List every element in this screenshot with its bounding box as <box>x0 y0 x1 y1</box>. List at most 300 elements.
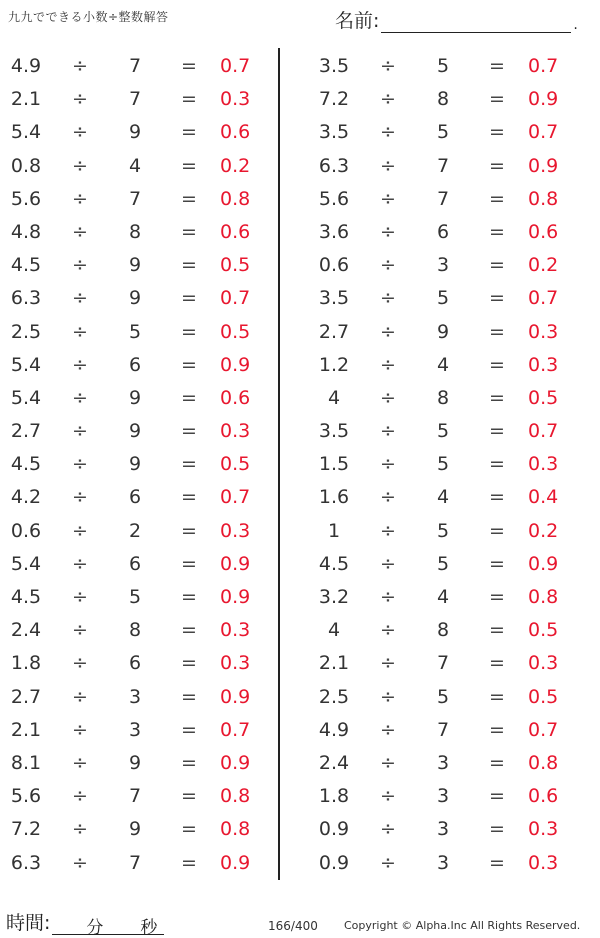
dividend: 4.5 <box>10 586 42 608</box>
time-label: 時間: <box>6 912 51 934</box>
seconds-unit: 秒 <box>140 918 158 938</box>
equals-sign: = <box>489 486 505 509</box>
answer: 0.5 <box>528 619 559 642</box>
equals-sign: = <box>489 353 505 376</box>
equals-sign: = <box>489 55 505 77</box>
divisor: 5 <box>436 453 450 476</box>
problem-row <box>0 681 270 714</box>
problem-row <box>0 249 270 282</box>
equals-sign: = <box>489 586 505 608</box>
answer: 0.9 <box>220 685 251 708</box>
answer: 0.2 <box>528 519 559 542</box>
divisor: 3 <box>436 851 450 874</box>
divide-sign: ÷ <box>72 287 88 310</box>
divide-sign: ÷ <box>72 453 88 476</box>
equals-sign: = <box>489 652 505 675</box>
equals-sign: = <box>489 785 505 808</box>
divisor: 4 <box>436 486 450 509</box>
dividend: 2.1 <box>10 718 42 741</box>
answer: 0.5 <box>220 254 251 277</box>
dividend: 5.4 <box>10 353 42 376</box>
time-input-line[interactable] <box>52 912 164 938</box>
divide-sign: ÷ <box>380 818 396 841</box>
divisor: 7 <box>128 851 142 874</box>
divisor: 6 <box>128 552 142 575</box>
equals-sign: = <box>489 718 505 741</box>
divisor: 6 <box>128 486 142 509</box>
dividend: 1.5 <box>318 453 350 476</box>
divisor: 7 <box>436 187 450 210</box>
answer: 0.8 <box>528 751 559 774</box>
dividend: 4.8 <box>10 220 42 243</box>
dividend: 4.9 <box>318 718 350 741</box>
dividend: 3.2 <box>318 586 350 608</box>
equals-sign: = <box>181 652 197 675</box>
divide-sign: ÷ <box>380 785 396 808</box>
time-field-area <box>6 908 164 938</box>
equals-sign: = <box>181 751 197 774</box>
dividend: 1.8 <box>318 785 350 808</box>
dividend: 3.5 <box>318 420 350 443</box>
dividend: 0.6 <box>10 519 42 542</box>
name-end-mark: . <box>573 17 578 33</box>
dividend: 2.5 <box>318 685 350 708</box>
problem-row <box>0 415 270 448</box>
problem-row <box>308 50 578 83</box>
divide-sign: ÷ <box>72 619 88 642</box>
answer: 0.7 <box>220 718 251 741</box>
dividend: 1 <box>327 519 341 542</box>
answer: 0.9 <box>220 751 251 774</box>
problem-row <box>0 548 270 581</box>
equals-sign: = <box>489 619 505 642</box>
equals-sign: = <box>181 718 197 741</box>
dividend: 5.4 <box>10 386 42 409</box>
divide-sign: ÷ <box>380 552 396 575</box>
dividend: 3.6 <box>318 220 350 243</box>
answer: 0.8 <box>220 818 251 841</box>
problem-row <box>308 150 578 183</box>
divisor: 7 <box>128 88 142 111</box>
answer: 0.9 <box>528 552 559 575</box>
divisor: 5 <box>128 320 142 343</box>
divide-sign: ÷ <box>380 718 396 741</box>
answer: 0.5 <box>220 320 251 343</box>
dividend: 5.4 <box>10 552 42 575</box>
divisor: 9 <box>128 818 142 841</box>
dividend: 8.1 <box>10 751 42 774</box>
problem-row <box>0 349 270 382</box>
divisor: 2 <box>128 519 142 542</box>
divisor: 3 <box>128 718 142 741</box>
equals-sign: = <box>489 420 505 443</box>
equals-sign: = <box>181 386 197 409</box>
problem-row <box>308 581 578 614</box>
divide-sign: ÷ <box>72 685 88 708</box>
equals-sign: = <box>181 619 197 642</box>
dividend: 4.9 <box>10 55 42 77</box>
divide-sign: ÷ <box>380 519 396 542</box>
divisor: 8 <box>436 619 450 642</box>
problem-row <box>0 813 270 846</box>
problem-row <box>0 847 270 880</box>
problem-row <box>0 614 270 647</box>
divide-sign: ÷ <box>380 287 396 310</box>
divide-sign: ÷ <box>72 121 88 144</box>
equals-sign: = <box>489 88 505 111</box>
equals-sign: = <box>181 55 197 77</box>
divide-sign: ÷ <box>72 751 88 774</box>
divisor: 5 <box>436 685 450 708</box>
equals-sign: = <box>181 220 197 243</box>
divisor: 9 <box>128 254 142 277</box>
problem-row <box>308 614 578 647</box>
divisor: 9 <box>128 453 142 476</box>
dividend: 2.7 <box>10 685 42 708</box>
divisor: 9 <box>128 386 142 409</box>
answer: 0.3 <box>528 652 559 675</box>
problem-row <box>0 150 270 183</box>
problem-row <box>0 183 270 216</box>
divisor: 6 <box>128 353 142 376</box>
divide-sign: ÷ <box>72 420 88 443</box>
problem-row <box>0 647 270 680</box>
divisor: 3 <box>128 685 142 708</box>
answer: 0.6 <box>220 220 251 243</box>
problem-row <box>308 249 578 282</box>
divide-sign: ÷ <box>72 154 88 177</box>
equals-sign: = <box>181 154 197 177</box>
dividend: 1.2 <box>318 353 350 376</box>
answer: 0.9 <box>220 586 251 608</box>
divisor: 9 <box>128 751 142 774</box>
divisor: 6 <box>436 220 450 243</box>
problem-row <box>0 83 270 116</box>
equals-sign: = <box>489 254 505 277</box>
problem-row <box>308 515 578 548</box>
answer: 0.9 <box>220 353 251 376</box>
page-number: 166/400 <box>268 919 318 933</box>
divide-sign: ÷ <box>380 88 396 111</box>
equals-sign: = <box>181 320 197 343</box>
problem-row <box>308 83 578 116</box>
answer: 0.3 <box>528 851 559 874</box>
dividend: 0.8 <box>10 154 42 177</box>
problem-row <box>308 382 578 415</box>
divisor: 8 <box>128 220 142 243</box>
dividend: 2.1 <box>318 652 350 675</box>
equals-sign: = <box>181 486 197 509</box>
divisor: 6 <box>128 652 142 675</box>
divide-sign: ÷ <box>72 552 88 575</box>
divide-sign: ÷ <box>380 254 396 277</box>
equals-sign: = <box>489 851 505 874</box>
dividend: 2.1 <box>10 88 42 111</box>
dividend: 3.5 <box>318 287 350 310</box>
answer: 0.9 <box>528 88 559 111</box>
problem-row <box>308 847 578 880</box>
divisor: 8 <box>128 619 142 642</box>
divide-sign: ÷ <box>380 320 396 343</box>
answer: 0.9 <box>220 851 251 874</box>
dividend: 4 <box>327 619 341 642</box>
problem-row <box>308 747 578 780</box>
dividend: 2.4 <box>10 619 42 642</box>
answer: 0.7 <box>220 55 251 77</box>
dividend: 0.9 <box>318 818 350 841</box>
equals-sign: = <box>181 287 197 310</box>
equals-sign: = <box>489 121 505 144</box>
answer: 0.2 <box>220 154 251 177</box>
dividend: 4.5 <box>10 254 42 277</box>
divisor: 7 <box>128 785 142 808</box>
divisor: 7 <box>436 718 450 741</box>
answer: 0.3 <box>528 320 559 343</box>
name-input-line[interactable] <box>381 12 571 33</box>
dividend: 4.2 <box>10 486 42 509</box>
problem-row <box>308 116 578 149</box>
equals-sign: = <box>489 187 505 210</box>
divide-sign: ÷ <box>380 353 396 376</box>
divisor: 7 <box>128 187 142 210</box>
answer: 0.9 <box>528 154 559 177</box>
dividend: 6.3 <box>10 851 42 874</box>
divisor: 9 <box>436 320 450 343</box>
divisor: 3 <box>436 818 450 841</box>
divisor: 5 <box>436 519 450 542</box>
equals-sign: = <box>181 851 197 874</box>
divisor: 7 <box>128 55 142 77</box>
divide-sign: ÷ <box>380 652 396 675</box>
divide-sign: ÷ <box>72 88 88 111</box>
divide-sign: ÷ <box>380 685 396 708</box>
divisor: 9 <box>128 121 142 144</box>
dividend: 1.6 <box>318 486 350 509</box>
answer: 0.8 <box>220 187 251 210</box>
answer: 0.3 <box>528 353 559 376</box>
dividend: 5.6 <box>10 785 42 808</box>
problem-row <box>308 780 578 813</box>
dividend: 2.4 <box>318 751 350 774</box>
divisor: 3 <box>436 751 450 774</box>
divide-sign: ÷ <box>72 353 88 376</box>
answer: 0.3 <box>220 619 251 642</box>
equals-sign: = <box>181 88 197 111</box>
divisor: 3 <box>436 254 450 277</box>
column-divider <box>278 48 280 880</box>
divisor: 5 <box>436 287 450 310</box>
divide-sign: ÷ <box>72 254 88 277</box>
dividend: 5.6 <box>10 187 42 210</box>
problem-row <box>308 349 578 382</box>
divide-sign: ÷ <box>380 121 396 144</box>
answer: 0.7 <box>528 718 559 741</box>
dividend: 7.2 <box>10 818 42 841</box>
dividend: 2.7 <box>318 320 350 343</box>
answer: 0.7 <box>528 121 559 144</box>
answer: 0.8 <box>528 187 559 210</box>
divide-sign: ÷ <box>72 718 88 741</box>
minutes-unit: 分 <box>86 918 104 938</box>
answer: 0.6 <box>220 121 251 144</box>
divisor: 5 <box>436 121 450 144</box>
divisor: 5 <box>436 55 450 77</box>
name-label: 名前: <box>335 10 380 32</box>
answer: 0.6 <box>528 785 559 808</box>
dividend: 4.5 <box>318 552 350 575</box>
divisor: 9 <box>128 287 142 310</box>
divide-sign: ÷ <box>72 652 88 675</box>
problem-row <box>0 780 270 813</box>
equals-sign: = <box>181 685 197 708</box>
divisor: 5 <box>436 552 450 575</box>
problem-column-left <box>0 50 270 880</box>
answer: 0.3 <box>528 818 559 841</box>
divide-sign: ÷ <box>380 420 396 443</box>
problem-row <box>308 415 578 448</box>
problem-row <box>0 316 270 349</box>
problem-row <box>0 481 270 514</box>
divisor: 4 <box>128 154 142 177</box>
equals-sign: = <box>181 420 197 443</box>
divide-sign: ÷ <box>380 619 396 642</box>
answer: 0.3 <box>528 453 559 476</box>
equals-sign: = <box>489 320 505 343</box>
equals-sign: = <box>181 254 197 277</box>
problem-row <box>308 316 578 349</box>
dividend: 0.9 <box>318 851 350 874</box>
problem-row <box>0 282 270 315</box>
equals-sign: = <box>489 818 505 841</box>
equals-sign: = <box>489 287 505 310</box>
equals-sign: = <box>489 453 505 476</box>
divide-sign: ÷ <box>72 519 88 542</box>
problem-row <box>0 382 270 415</box>
equals-sign: = <box>489 751 505 774</box>
divide-sign: ÷ <box>72 586 88 608</box>
divisor: 5 <box>128 586 142 608</box>
problem-row <box>0 116 270 149</box>
dividend: 5.4 <box>10 121 42 144</box>
divide-sign: ÷ <box>380 187 396 210</box>
divisor: 8 <box>436 88 450 111</box>
answer: 0.8 <box>220 785 251 808</box>
equals-sign: = <box>489 220 505 243</box>
answer: 0.5 <box>220 453 251 476</box>
divide-sign: ÷ <box>380 751 396 774</box>
equals-sign: = <box>489 519 505 542</box>
divisor: 8 <box>436 386 450 409</box>
problem-row <box>0 581 270 614</box>
problem-row <box>308 714 578 747</box>
divide-sign: ÷ <box>380 55 396 77</box>
equals-sign: = <box>181 519 197 542</box>
dividend: 7.2 <box>318 88 350 111</box>
equals-sign: = <box>181 121 197 144</box>
problem-row <box>308 647 578 680</box>
answer: 0.6 <box>528 220 559 243</box>
problem-row <box>0 448 270 481</box>
copyright-notice: Copyright © Alpha.Inc All Rights Reserved. <box>344 919 581 932</box>
answer: 0.3 <box>220 652 251 675</box>
answer: 0.4 <box>528 486 559 509</box>
problem-row <box>308 813 578 846</box>
problem-row <box>0 50 270 83</box>
problem-column-right <box>308 50 578 880</box>
answer: 0.7 <box>528 420 559 443</box>
problem-row <box>308 481 578 514</box>
name-field-area <box>335 6 578 33</box>
dividend: 3.5 <box>318 55 350 77</box>
problem-row <box>0 515 270 548</box>
worksheet-title: 九九でできる小数÷整数解答 <box>8 10 169 24</box>
divide-sign: ÷ <box>72 320 88 343</box>
answer: 0.3 <box>220 420 251 443</box>
divisor: 7 <box>436 154 450 177</box>
equals-sign: = <box>489 552 505 575</box>
dividend: 2.5 <box>10 320 42 343</box>
problem-row <box>0 714 270 747</box>
equals-sign: = <box>181 552 197 575</box>
answer: 0.2 <box>528 254 559 277</box>
dividend: 1.8 <box>10 652 42 675</box>
dividend: 3.5 <box>318 121 350 144</box>
problem-row <box>308 448 578 481</box>
divisor: 4 <box>436 353 450 376</box>
equals-sign: = <box>181 187 197 210</box>
divisor: 7 <box>436 652 450 675</box>
equals-sign: = <box>489 154 505 177</box>
problem-row <box>0 216 270 249</box>
dividend: 4 <box>327 386 341 409</box>
answer: 0.7 <box>528 55 559 77</box>
answer: 0.3 <box>220 88 251 111</box>
divide-sign: ÷ <box>380 386 396 409</box>
dividend: 2.7 <box>10 420 42 443</box>
equals-sign: = <box>181 785 197 808</box>
divide-sign: ÷ <box>380 486 396 509</box>
answer: 0.5 <box>528 685 559 708</box>
divide-sign: ÷ <box>380 851 396 874</box>
equals-sign: = <box>181 818 197 841</box>
problem-row <box>308 681 578 714</box>
divide-sign: ÷ <box>72 55 88 77</box>
divisor: 5 <box>436 420 450 443</box>
divide-sign: ÷ <box>380 220 396 243</box>
problem-row <box>0 747 270 780</box>
dividend: 5.6 <box>318 187 350 210</box>
answer: 0.5 <box>528 386 559 409</box>
dividend: 4.5 <box>10 453 42 476</box>
divide-sign: ÷ <box>380 154 396 177</box>
divide-sign: ÷ <box>72 818 88 841</box>
answer: 0.8 <box>528 586 559 608</box>
dividend: 6.3 <box>10 287 42 310</box>
answer: 0.9 <box>220 552 251 575</box>
problem-row <box>308 183 578 216</box>
divide-sign: ÷ <box>72 486 88 509</box>
divisor: 9 <box>128 420 142 443</box>
answer: 0.7 <box>528 287 559 310</box>
equals-sign: = <box>181 586 197 608</box>
answer: 0.6 <box>220 386 251 409</box>
divisor: 4 <box>436 586 450 608</box>
divide-sign: ÷ <box>72 851 88 874</box>
answer: 0.7 <box>220 287 251 310</box>
dividend: 6.3 <box>318 154 350 177</box>
problem-row <box>308 548 578 581</box>
problem-row <box>308 216 578 249</box>
